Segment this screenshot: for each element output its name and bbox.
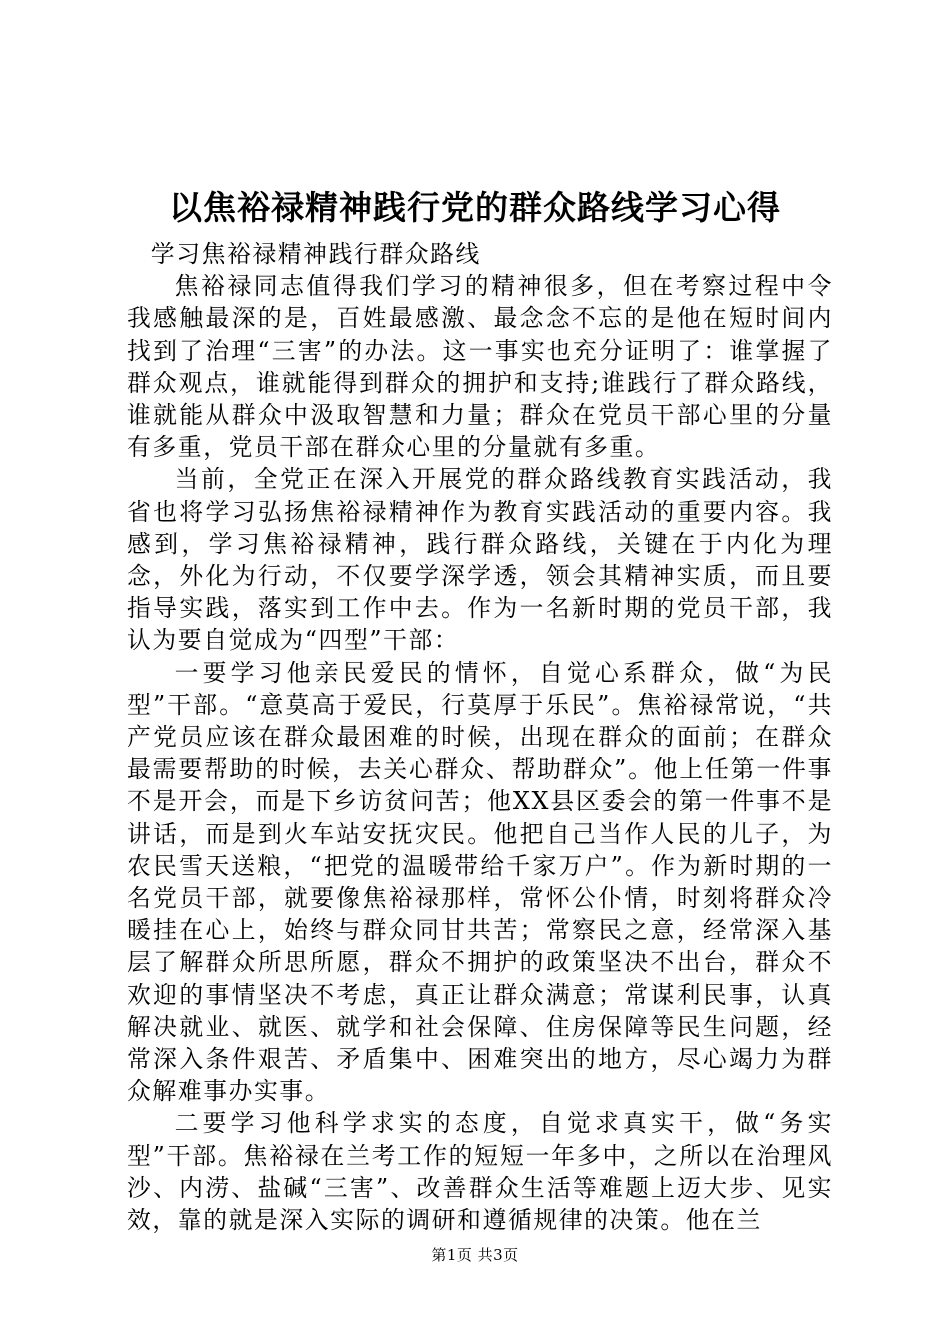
page-number-footer: 第1页 共3页 bbox=[431, 1246, 519, 1264]
document-body bbox=[127, 238, 833, 1236]
paragraph: 一要学习他亲民爱民的情怀，自觉心系群众，做“为民型”干部。“意莫高于爱民，行莫厚于乐民”。焦裕禄常说，“共产党员应该在群众最困难的时候，出现在群众的面前；在群众最需要帮助的时候，去关心群众、帮助群众”。他上任第一件事不是开会，而是下乡访贫问苦；他XX县区委会的第一件事不是讲话，而是到火车站安抚灾民。他把自己当作人民的儿子，为农民雪天送粮，“把党的温暖带给千家万户”。作为新时期的一名党员干部，就要像焦裕禄那样，常怀公仆情，时刻将群众冷暖挂在心上，始终与群众同甘共苦；常察民之意，经常深入基层了解群众所思所愿，群众不拥护的政策坚决不出台，群众不欢迎的事情坚决不考虑，真正让群众满意；常谋利民事，认真解决就业、就医、就学和社会保障、住房保障等民生问题，经常深入条件艰苦、矛盾集中、困难突出的地方，尽心竭力为群众解难事办实事。 bbox=[127, 658, 833, 1106]
paragraph: 焦裕禄同志值得我们学习的精神很多，但在考察过程中令我感触最深的是，百姓最感激、最念念不忘的是他在短时间内找到了治理“三害”的办法。这一事实也充分证明了：谁掌握了群众观点，谁就能得到群众的拥护和支持;谁践行了群众路线，谁就能从群众中汲取智慧和力量；群众在党员干部心里的分量有多重，党员干部在群众心里的分量就有多重。 bbox=[127, 272, 833, 462]
document-title: 以焦裕禄精神践行党的群众路线学习心得 bbox=[169, 188, 781, 227]
document-subtitle: 学习焦裕禄精神践行群众路线 bbox=[150, 240, 481, 268]
paragraph: 当前，全党正在深入开展党的群众路线教育实践活动，我省也将学习弘扬焦裕禄精神作为教育实践活动的重要内容。我感到，学习焦裕禄精神，践行群众路线，关键在于内化为理念，外化为行动，不仅要学深学透，领会其精神实质，而且要指导实践，落实到工作中去。作为一名新时期的党员干部，我认为要自觉成为“四型”干部： bbox=[127, 465, 833, 655]
paragraph: 二要学习他科学求实的态度，自觉求真实干，做“务实型”干部。焦裕禄在兰考工作的短短一年多中，之所以在治理风沙、内涝、盐碱“三害”、改善群众生活等难题上迈大步、见实效，靠的就是深入实际的调研和遵循规律的决策。他在兰 bbox=[127, 1109, 833, 1235]
